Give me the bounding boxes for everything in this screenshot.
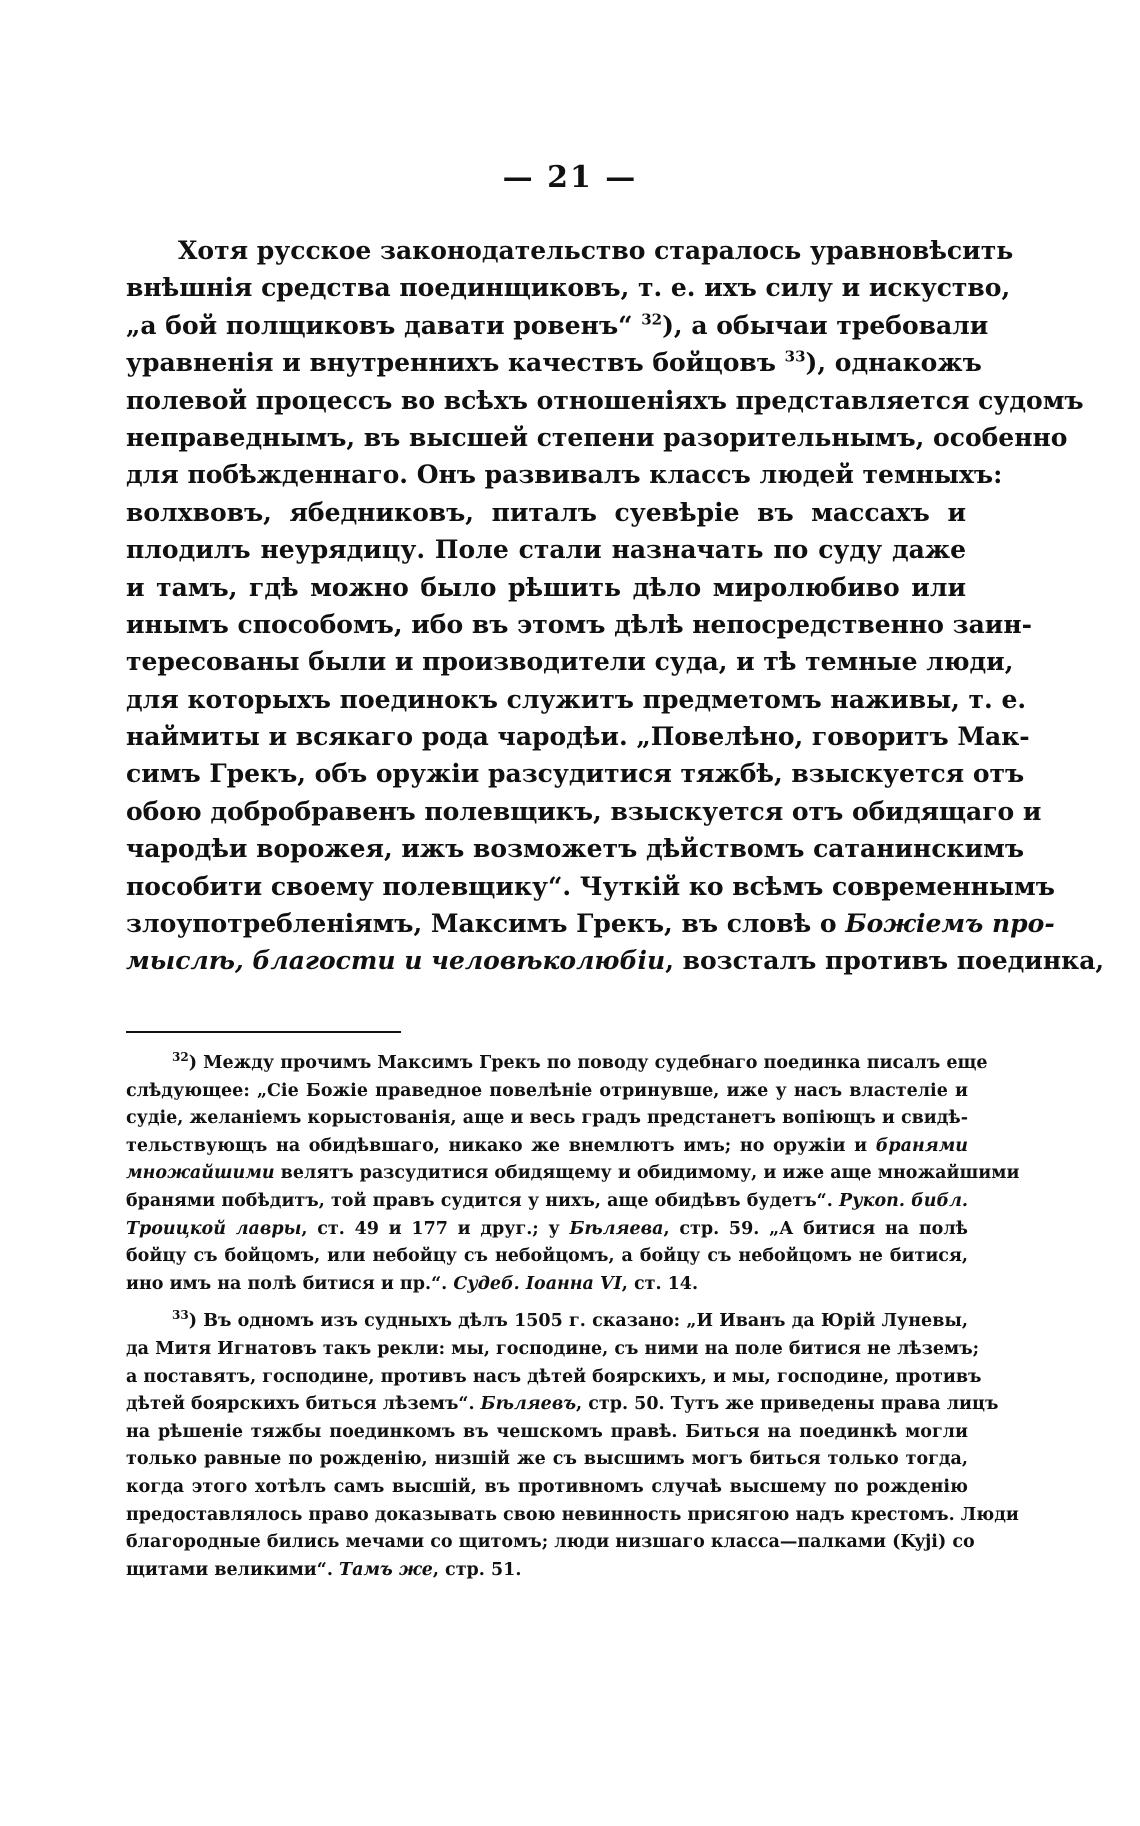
body-line: инымъ способомъ, ибо въ этомъ дѣлѣ непосредственно заин- [126,609,1033,639]
body-line: уравненія и внутреннихъ качествъ бойцовъ $^{33}$), однакожъ [126,347,982,378]
footnote-line: бойцу съ бойцомъ, или небойцу съ небойцомъ, а бойцу съ небойцомъ не битися, [126,1246,968,1267]
body-line: неправеднымъ, въ высшей степени разорительнымъ, особенно [126,422,1068,452]
body-line: „а бой полщиковъ давати ровенъ“ $^{32}$), а обычаи требовали [126,310,989,340]
footnote-line: предоставлялось право доказывать свою невинность присягою надъ крестомъ. Люди [126,1504,1019,1525]
footnote-marker: $^{33}$) [172,1308,204,1332]
body-line: волхвовъ, ябедниковъ, питалъ суевѣріе въ массахъ и [126,497,966,527]
footnote-line: судіе, желаніемъ корыстованія, аще и весь градъ предстанетъ вопіющъ и свидѣ- [126,1108,968,1129]
body-line: злоупотребленіямъ, Максимъ Грекъ, въ словѣ о Божіемъ про- [126,909,1055,939]
footnote-line: ино имъ на полѣ битися и пр.“. Судеб. Іоанна VI, ст. 14. [126,1273,699,1294]
footnote-line: только равные по рожденію, низшій же съ высшимъ могъ биться только тогда, [126,1449,968,1470]
footnote-line: Троицкой лавры, ст. 49 и 177 и друг.; у Бѣляева, стр. 59. „А битися на полѣ [126,1218,968,1239]
footnote-line: а поставятъ, господине, противъ насъ дѣтей боярскихъ, и мы, господине, противъ [126,1366,982,1387]
footnote-marker: $^{32}$) [172,1050,204,1073]
body-line: симъ Грекъ, объ оружіи разсудитися тяжбѣ, взыскуется отъ [126,759,1025,789]
body-line: полевой процессъ во всѣхъ отношеніяхъ представляется судомъ [126,385,1084,415]
footnote-32 [126,1050,1020,1298]
footnote-line: да Митя Игнатовъ такъ рекли: мы, господине, съ ними на поле битися не лѣземъ; [126,1338,980,1359]
footnote-line: слѣдующее: „Сіе Божіе праведное повелѣніе отринувше, иже у насъ властеліе и [126,1080,968,1101]
body-line: чародѣи ворожея, ижъ возможетъ дѣйствомъ сатанинскимъ [126,834,1025,864]
body-line: плодилъ неурядицу. Поле стали назначать по суду даже [126,535,966,565]
footnote-line: дѣтей боярскихъ биться лѣземъ“. Бѣляевъ, стр. 50. Тутъ же приведены права лицъ [126,1394,999,1415]
body-line: тересованы были и производители суда, и тѣ темные люди, [126,647,1014,677]
footnote-line: когда этого хотѣлъ самъ высшій, въ противномъ случаѣ высшему по рожденію [126,1476,968,1497]
body-line: обою добробравенъ полевщикъ, взыскуется отъ обидящаго и [126,796,1042,826]
body-line: пособити своему полевщику“. Чуткій ко всѣмъ современнымъ [126,871,1055,901]
footnote-separator [126,1031,401,1033]
body-line: для которыхъ поединокъ служитъ предметомъ наживы, т. е. [126,684,1027,714]
footnotes [126,1050,1020,1584]
footnote-line: тельствующъ на обидѣвшаго, никако же внемлютъ имъ; но оружіи и бранями [126,1135,968,1156]
footnote-line: бранями побѣдитъ, той правъ судится у нихъ, аще обидѣвъ будетъ“. Рукоп. библ. [126,1190,968,1211]
body-line: наймиты и всякаго рода чародѣи. „Повелѣно, говоритъ Мак- [126,722,1030,752]
footnote-gap [126,1298,968,1308]
footnote-line: благородные бились мечами со щитомъ; люди низшаго класса—палками (Kyji) со [126,1532,975,1553]
body-line: и тамъ, гдѣ можно было рѣшить дѣло миролюбиво или [126,572,966,602]
body-line: Хотя русское законодательство старалось уравновѣсить [178,236,1014,265]
footnote-line: $^{33}$) Въ одномъ изъ судныхъ дѣлъ 1505 г. сказано: „И Иванъ да Юрій Луневы, [172,1308,968,1332]
page-number: — 21 — [502,160,638,195]
footnote-line: $^{32}$) Между прочимъ Максимъ Грекъ по поводу судебнаго поединка писалъ еще [172,1050,988,1073]
body-line: внѣшнія средства поединщиковъ, т. е. ихъ силу и искуство, [126,273,1011,303]
footnote-line: щитами великими“. Тамъ же, стр. 51. [126,1559,522,1580]
footnote-line: на рѣшеніе тяжбы поединкомъ въ чешскомъ правѣ. Биться на поединкѣ могли [126,1421,968,1442]
footnote-line: множайшими велятъ разсудитися обидящему и обидимому, и иже аще множайшими [126,1163,1020,1184]
footnote-33 [126,1308,1019,1584]
main-paragraph [126,232,1105,980]
body-line: для побѣжденнаго. Онъ развивалъ классъ людей темныхъ: [126,460,1003,490]
body-line: мыслѣ, благости и человѣколюбіи, возсталъ противъ поединка, [126,946,1105,976]
